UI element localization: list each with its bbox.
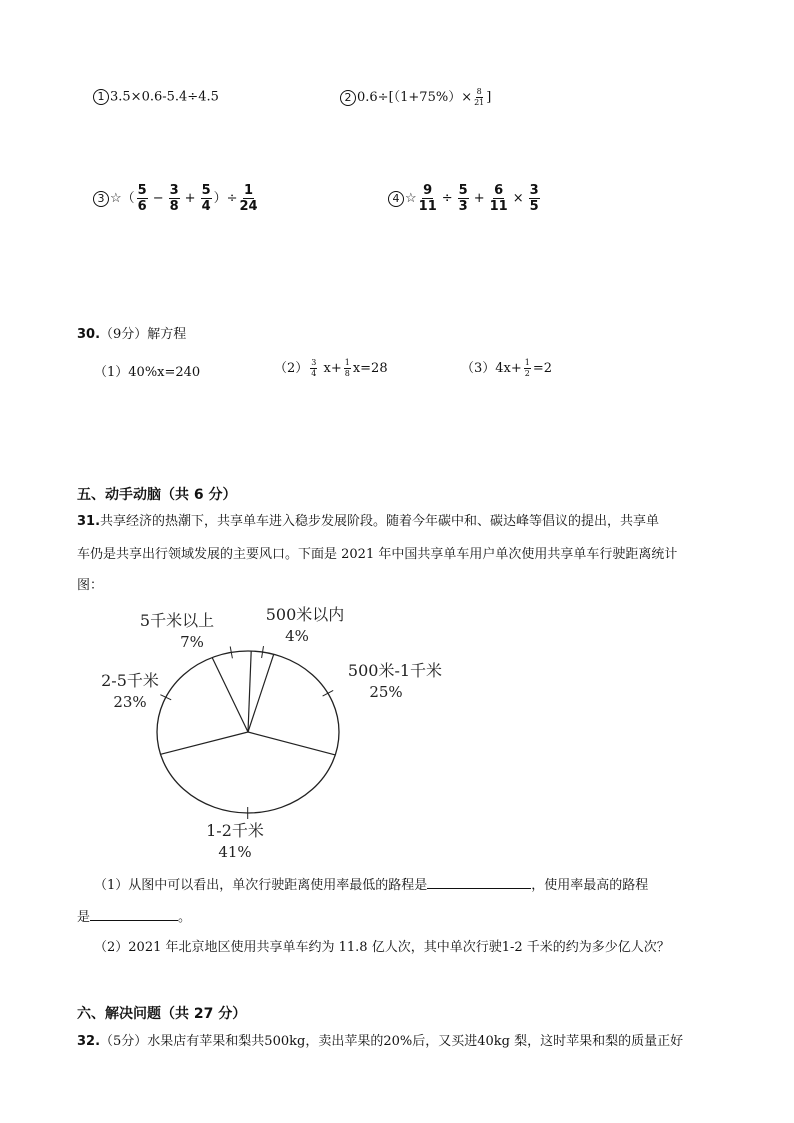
fraction: $\frac{3}{8}$ xyxy=(169,183,179,214)
fraction: $\frac{5}{4}$ xyxy=(201,183,211,214)
question-32-line-1 xyxy=(77,1030,683,1049)
item-number-badge: 3 xyxy=(93,191,109,207)
sub-question-text: （1）从图中可以看出，单次行驶距离使用率最低的路程是 xyxy=(94,878,428,893)
section-5-heading: 五、动手动脑（共 6 分） xyxy=(77,487,237,503)
sub-question-text: ，使用率最高的路程 xyxy=(531,878,649,893)
pie-slice-4-tick xyxy=(160,695,171,700)
item-number-badge: 4 xyxy=(388,191,404,207)
pie-slice-3-percent: 41% xyxy=(218,843,252,861)
question-31-line-2: 车仍是共享出行领域发展的主要风口。下面是 2021 年中国共享单车用户单次使用共享单车行驶距离统计 xyxy=(77,547,678,562)
operator: + xyxy=(184,191,196,206)
fraction: $\frac{5}{3}$ xyxy=(458,183,468,214)
fraction: $\frac{3}{4}$ xyxy=(311,358,317,378)
answer-blank-highest[interactable] xyxy=(90,908,178,921)
question-31-sub-1-cont xyxy=(77,906,191,925)
operator: + xyxy=(473,191,485,206)
calc-expression: 3.5×0.6-5.4÷4.5 xyxy=(110,89,219,105)
equation-text: （1）40%x=240 xyxy=(94,365,201,380)
question-31-sub-2: （2）2021 年北京地区使用共享单车约为 11.8 亿人次，其中单次行驶1-2 千米的约为多少亿人次？ xyxy=(94,940,670,955)
question-31-line-3: 图： xyxy=(77,578,104,593)
fraction: $\frac{1}{2}$ xyxy=(524,358,530,378)
fraction: $\frac{3}{5}$ xyxy=(529,183,539,214)
star-mark: ☆（ xyxy=(110,191,135,206)
pie-slice-3-label: 1-2千米 xyxy=(206,821,264,840)
pie-slice-boundary xyxy=(248,732,335,755)
equation-text: x=28 xyxy=(352,361,388,376)
calc-expression: 0.6÷[（1+75%）× xyxy=(357,90,473,105)
equation-1 xyxy=(94,361,200,380)
answer-blank-lowest[interactable] xyxy=(427,876,531,889)
question-number: 32. xyxy=(77,1034,101,1049)
operator: × xyxy=(512,191,524,206)
pie-slice-boundary xyxy=(248,651,251,732)
equation-text: =2 xyxy=(532,361,553,376)
pie-chart xyxy=(80,595,460,865)
pie-slice-4-percent: 23% xyxy=(113,693,147,711)
question-31-sub-1 xyxy=(94,874,648,893)
pie-slice-4-label: 2-5千米 xyxy=(101,671,159,690)
pie-slice-5-percent: 7% xyxy=(180,633,204,651)
question-number: 30. xyxy=(77,327,101,342)
calc-item-2 xyxy=(340,86,491,107)
operator: ÷ xyxy=(441,191,453,206)
question-31-line-1 xyxy=(77,510,659,529)
equation-text: （3）4x+ xyxy=(461,361,522,376)
fraction: $\frac{5}{6}$ xyxy=(137,183,147,214)
pie-slice-1-percent: 4% xyxy=(285,627,309,645)
pie-slice-boundary xyxy=(248,654,274,732)
operator: ）÷ xyxy=(213,191,238,206)
pie-slice-2-percent: 25% xyxy=(369,683,403,701)
calc-item-3 xyxy=(93,184,260,213)
pie-slice-boundary xyxy=(161,732,249,754)
fraction: $\frac{9}{11}$ xyxy=(418,183,437,214)
fraction: $\frac{1}{8}$ xyxy=(344,358,350,378)
pie-labels xyxy=(101,605,442,861)
pie-slice-2-label: 500米-1千米 xyxy=(347,661,443,680)
pie-slice-boundary xyxy=(212,658,248,732)
question-number: 31. xyxy=(77,514,101,529)
pie-slices xyxy=(157,646,339,819)
pie-slice-2-tick xyxy=(323,690,334,696)
question-text: （5分）水果店有苹果和梨共500kg，卖出苹果的20%后，又买进40kg 梨，这时苹果和梨的质量正好 xyxy=(100,1034,684,1049)
sub-question-text: 是 xyxy=(77,910,91,925)
bracket: ] xyxy=(486,90,492,105)
equation-2 xyxy=(274,357,388,378)
equation-3 xyxy=(461,357,552,378)
star-mark: ☆ xyxy=(405,191,417,206)
pie-slice-5-label: 5千米以上 xyxy=(139,611,215,630)
calc-item-1 xyxy=(93,89,219,105)
fraction: $\frac{1}{24}$ xyxy=(239,183,258,214)
section-6-heading: 六、解决问题（共 27 分） xyxy=(77,1006,247,1022)
item-number-badge: 2 xyxy=(340,90,356,106)
equation-label: （2） xyxy=(274,361,309,376)
question-text: 共享经济的热潮下，共享单车进入稳步发展阶段。随着今年碳中和、碳达峰等倡议的提出，共享单 xyxy=(100,514,660,529)
operator: − xyxy=(152,191,164,206)
calc-item-4 xyxy=(388,184,542,213)
fraction: $\frac{8}{21}$ xyxy=(474,87,485,107)
question-text: （9分）解方程 xyxy=(100,327,187,342)
question-30-title xyxy=(77,323,186,342)
pie-slice-1-label: 500米以内 xyxy=(265,605,345,624)
item-number-badge: 1 xyxy=(93,89,109,105)
sub-question-text: 。 xyxy=(178,910,192,925)
equation-text: x+ xyxy=(319,361,342,376)
fraction: $\frac{6}{11}$ xyxy=(489,183,508,214)
